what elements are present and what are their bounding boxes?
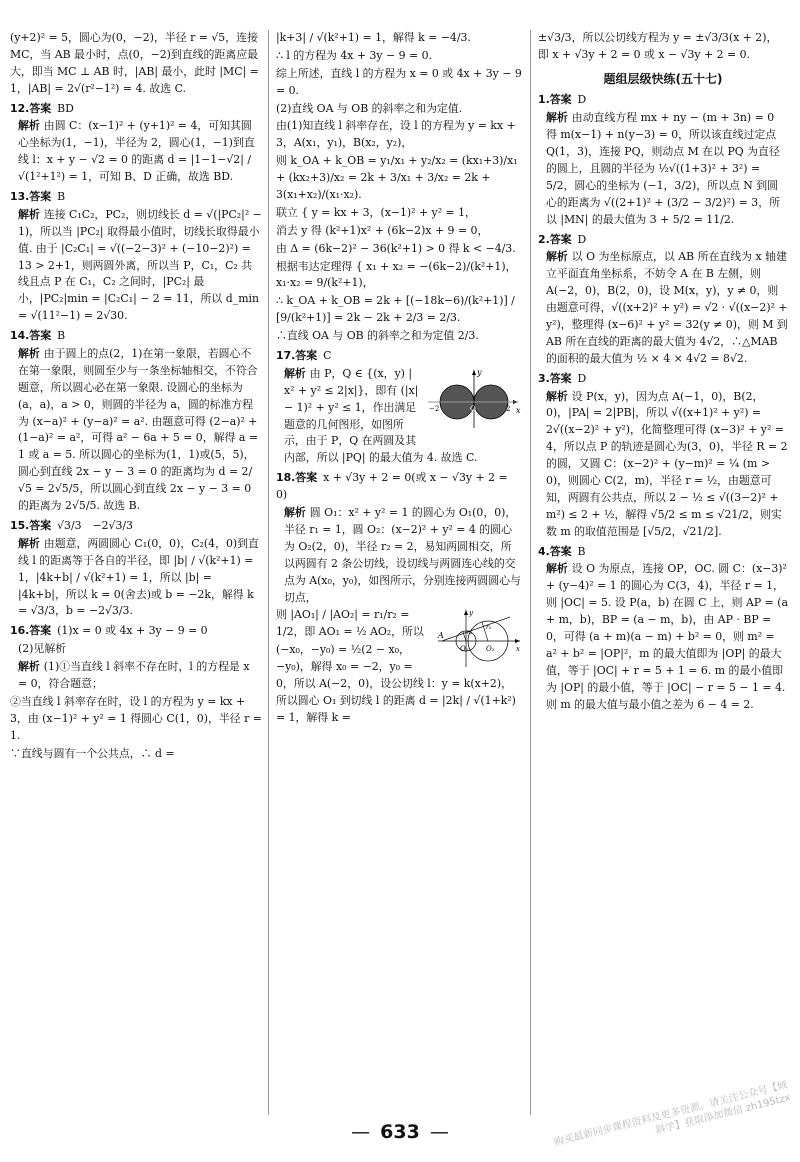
answer-tag: 答案: [549, 232, 572, 246]
question-number: 16.: [10, 624, 30, 638]
text-paragraph: (y+2)² = 5，圆心为(0，−2)，半径 r = √5，连接 MC，当 AB 最小时，点(0，−2)到直线的距离应最大，即当 MC ⊥ AB 时，|AB| 最小，此时 |MC| = 1，|AB| = 2√(r²−1²) = 4. 故选 C.: [10, 31, 259, 95]
answer-line: [538, 232, 788, 249]
radius1-label: r₁: [467, 629, 473, 637]
answer-line: [538, 371, 788, 388]
tangent-circles-figure: [436, 607, 522, 669]
analysis-paragraph: [538, 249, 788, 367]
answer-value: BD: [57, 101, 74, 115]
y-axis-label: y: [469, 609, 473, 618]
watermark-text: 购买最新同步课程资料及更多资源，请关注公众号【倾斜学】获取添加微信 zh195tzx: [553, 1079, 792, 1149]
analysis-text: 设 O 为原点，连接 OP，OC. 圆 C：(x−3)² + (y−4)² = 1 的圆心为 C(3，4)，半径 r = 1，则 |OC| = 5. 设 P(a，b) 在圆 C 上，则 AP = (a + m，b)，BP = (a − m，b)，由 AP · BP = 0，可得 (a + m)(a − m) + b² = 0，则 m² = a² + b² = |OP|²，m 的最大值即为 |OP| 的最大值，等于 |OC| + r = 5 + 1 = 6. m 的最小值即为 |OP| 的最小值，等于 |OC| − r = 5 − 1 = 4. 则 m 的最大值与最小值之差为 6 − 4 = 2.: [546, 562, 788, 711]
text-paragraph: 由(1)知直线 l 斜率存在，设 l 的方程为 y = kx + 3，A(x₁，y₁)，B(x₂，y₂)，: [276, 119, 516, 150]
question-number: 12.: [10, 101, 30, 115]
text-paragraph: 联立 { y = kx + 3，(x−1)² + y² = 1，: [276, 205, 476, 219]
answer-line: [538, 544, 788, 561]
analysis-tag: 解析: [18, 207, 40, 221]
question-number: 1.: [538, 93, 550, 107]
answer-line: [10, 189, 262, 206]
text-paragraph: (−x₀，−y₀) = ½(2 − x₀，−y₀)，解得 x₀ = −2，y₀ = 0，所以 A(−2，0)，设公切线 l：y = k(x+2)，所以圆心 O₁ 到切线 l 的距离 d = |2k| / √(1+k²) = 1，解得 k =: [276, 643, 516, 724]
answer-value: B: [57, 190, 66, 204]
paragraph-text: 则 |AO₁| / |AO₂| = r₁/r₂ = 1/2，即 AO₁ = ½ AO₂，所以: [276, 608, 424, 639]
column-3: [538, 30, 788, 1110]
analysis-paragraph: [10, 207, 262, 325]
answer-value: B: [577, 544, 586, 558]
answer-line: [10, 101, 262, 118]
analysis-paragraph: [10, 346, 262, 515]
origin-label: O: [470, 404, 476, 413]
x-axis-label: x: [516, 645, 520, 654]
answer-line: [10, 328, 262, 345]
analysis-tag: 解析: [284, 366, 306, 380]
answer-tag: 答案: [29, 518, 52, 532]
column-divider-2: [530, 30, 531, 1115]
answer-line: [276, 470, 522, 504]
analysis-paragraph: [538, 110, 788, 228]
analysis-tag: 解析: [284, 506, 306, 520]
analysis-paragraph: [276, 366, 522, 467]
answer-value: (1)x = 0 或 4x + 3y − 9 = 0: [57, 624, 208, 638]
analysis-text: 设 P(x，y)，因为点 A(−1，0)，B(2，0)，|PA| = 2|PB|，所以 √((x+1)² + y²) = 2√((x−2)² + y²)，化简整理可得 (x−3)² + y² = 4，所以点 P 的轨迹是圆心为(3，0)，半径 R = 2 的圆，又圆 C：(x−2)² + (y−m)² = ¼ (m > 0)，则圆心 C(2，m)，半径 r = ½，由题意可知，两圆有公共点，所以 2 − ½ ≤ √((3−2)² + m²) ≤ 2 + ½，解得 √5/2 ≤ m ≤ √21/2，则实数 m 的取值范围是 [√5/2，√21/2].: [546, 389, 788, 538]
text-paragraph: 则 k_OA + k_OB = y₁/x₁ + y₂/x₂ = (kx₁+3)/x₁ + (kx₂+3)/x₂ = 2k + 3/x₁ + 3/x₂ = 2k + 3(x₁+x₂)/(x₁·x₂).: [276, 154, 518, 202]
analysis-tag: 解析: [18, 119, 40, 133]
analysis-text: 由题意，两圆圆心 C₁(0，0)，C₂(4，0)到直线 l 的距离等于各自的半径，即 |b| / √(k²+1) = 1，|4k+b| / √(k²+1) = 1，所以 |b| = |4k+b|，所以 k = 0(舍去)或 b = −2k，解得 k = √3/3，b = −2√3/3.: [18, 536, 259, 618]
answer-tag: 答案: [295, 349, 318, 363]
answer-tag: 答案: [29, 329, 52, 343]
answer-value: C: [323, 349, 332, 363]
question-number: 3.: [538, 371, 550, 385]
answer-tag: 答案: [29, 101, 52, 115]
text-paragraph: (2)见解析: [18, 642, 67, 656]
x-axis-label: x: [516, 405, 521, 415]
answer-tag: 答案: [549, 371, 572, 385]
analysis-tag: 解析: [546, 562, 568, 576]
page-number-value: 633: [380, 1121, 420, 1143]
center-o2-label: O₂: [486, 645, 495, 654]
text-paragraph: 消去 y 得 (k²+1)x² + (6k−2)x + 9 = 0，: [276, 223, 489, 237]
text-paragraph: (2)直线 OA 与 OB 的斜率之和为定值.: [276, 101, 463, 115]
answer-line: [10, 623, 262, 640]
text-paragraph: ±√3/3，所以公切线方程为 y = ±√3/3(x + 2)，即 x + √3y + 2 = 0 或 x − √3y + 2 = 0.: [538, 31, 778, 61]
radius2-label: r₂: [486, 624, 492, 632]
text-paragraph: 综上所述，直线 l 的方程为 x = 0 或 4x + 3y − 9 = 0.: [276, 66, 522, 97]
analysis-text: 由动直线方程 mx + ny − (m + 3n) = 0 得 m(x−1) + n(y−3) = 0，所以该直线过定点 Q(1，3)，连接 PQ，则动点 M 在以 PQ 为直径的圆上，且圆的半径为 ½√((1+3)² + 3²) = 5/2，圆心的坐标为 (−1，3/2)，所以点 N 到圆心的距离为 √((2+1)² + (3/2 − 3/2)²) = 3，所以 |MN| 的最大值为 3 + 5/2 = 11/2.: [546, 111, 780, 226]
answer-tag: 答案: [549, 544, 572, 558]
text-paragraph: ∴ l 的方程为 4x + 3y − 9 = 0.: [276, 48, 432, 62]
answer-value: √3/3 −2√3/3: [57, 518, 133, 532]
question-number: 18.: [276, 471, 296, 485]
answer-tag: 答案: [295, 471, 318, 485]
answer-line: [538, 92, 788, 109]
tick-right: 2: [506, 404, 511, 413]
center-o1-label: O₁: [460, 645, 469, 654]
analysis-text: (1)①当直线 l 斜率不存在时，l 的方程是 x = 0，符合题意；: [18, 660, 250, 690]
column-divider-1: [268, 30, 269, 1115]
analysis-text: 以 O 为坐标原点，以 AB 所在直线为 x 轴建立平面直角坐标系，不妨令 A 在 B 左侧，则 A(−2，0)，B(2，0)，设 M(x，y)，y ≠ 0，则由题意可得，√((x+2)² + y²) = √2 · √((x−2)² + y²)，整理得 (x−6)² + y² = 32(y ≠ 0)，则 M 到 AB 所在直线的距离的最大值为 4√2，∴△MAB 的面积的最大值为 ½ × 4 × 4√2 = 8√2.: [546, 250, 788, 365]
column-2: [276, 30, 522, 1110]
analysis-text: 由于圆上的点(2，1)在第一象限，若圆心不在第一象限，则圆至少与一条坐标轴相交，不符合题意，所以圆心必在第一象限. 设圆心的坐标为(a，a)，a > 0，则圆的半径为 a，圆的标准方程为 (x−a)² + (y−a)² = a². 由题意可得 (2−a)² + (1−a)² = a²，可得 a² − 6a + 5 = 0，解得 a = 1 或 a = 5. 所以圆心的坐标为(1，1)或(5，5)，圆心到直线 2x − y − 3 = 0 的距离均为 d = 2/√5 = 2√5/5，所以圆心到直线 2x − y − 3 = 0 的距离为 2√5/5. 故选 B.: [18, 347, 258, 513]
answer-tag: 答案: [29, 624, 52, 638]
analysis-paragraph: [276, 505, 522, 606]
question-number: 13.: [10, 190, 30, 204]
analysis-tag: 解析: [18, 536, 40, 550]
text-paragraph: [276, 607, 522, 654]
text-paragraph: 由 Δ = (6k−2)² − 36(k²+1) > 0 得 k < −4/3.: [276, 241, 516, 255]
answer-tag: 答案: [29, 190, 52, 204]
text-paragraph: ∴直线 OA 与 OB 的斜率之和为定值 2/3.: [276, 329, 479, 343]
tick-left: −2: [429, 404, 440, 413]
answer-value: D: [577, 371, 587, 385]
question-number: 14.: [10, 329, 30, 343]
text-paragraph: |k+3| / √(k²+1) = 1，解得 k = −4/3.: [276, 31, 471, 44]
text-paragraph: ②当直线 l 斜率存在时，设 l 的方程为 y = kx + 3，由 (x−1)² + y² = 1 得圆心 C(1，0)，半径 r = 1.: [10, 694, 262, 742]
analysis-tag: 解析: [546, 111, 568, 125]
answer-value: D: [577, 232, 587, 246]
question-number: 17.: [276, 349, 296, 363]
answer-line: [10, 518, 262, 535]
analysis-paragraph: [538, 561, 788, 713]
question-number: 4.: [538, 544, 550, 558]
point-a-label: A: [438, 631, 444, 641]
analysis-tag: 解析: [546, 250, 568, 264]
answer-tag: 答案: [549, 93, 572, 107]
two-circles-figure: [426, 366, 522, 432]
question-number: 2.: [538, 232, 550, 246]
page-number: — 633 —: [351, 1121, 449, 1143]
section-title: 题组层级快练(五十七): [603, 71, 723, 86]
analysis-paragraph: [538, 389, 788, 541]
analysis-text: 圆 O₁：x² + y² = 1 的圆心为 O₁(0，0)，半径 r₁ = 1，圆 O₂：(x−2)² + y² = 4 的圆心为 O₂(2，0)，半径 r₂ = 2，易知两圆相交，所以两圆有 2 条公切线，设切线与两圆连心线的交点为 A(x₀，y₀)，如图所示，分别连接两圆圆心与切点，: [284, 506, 521, 604]
analysis-paragraph: [10, 659, 262, 693]
answer-value: B: [57, 329, 66, 343]
analysis-paragraph: [10, 118, 262, 186]
analysis-tag: 解析: [18, 660, 40, 674]
answer-line: [276, 348, 522, 365]
analysis-paragraph: [10, 536, 262, 620]
column-1: [10, 30, 262, 1110]
answer-value: x + √3y + 2 = 0(或 x − √3y + 2 = 0): [276, 471, 508, 502]
answer-value: D: [577, 93, 587, 107]
analysis-text: 由 P，Q ∈ {(x，y) | x² + y² ≤ 2|x|}，即有 (|x| − 1)² + y² ≤ 1，作出满足题意的几何图形，如图所示，由于 P，Q 在两圆及其内部，所以 |PQ| 的最大值为 4. 故选 C.: [284, 366, 478, 465]
analysis-text: 连接 C₁C₂，PC₂，则切线长 d = √(|PC₂|² − 1)，所以当 |PC₂| 取得最小值时，切线长取得最小值. 由于 |C₂C₁| = √((−2−3)² + (−10−2)²) = 13 > 2+1，则两圆外离，所以当 P，C₁，C₂ 共线且点 P 在 C₁，C₂ 之间时，|PC₂| 最小，|PC₂|min = |C₂C₁| − 2 = 11，所以 d_min = √(11²−1) = 2√30.: [18, 207, 262, 323]
analysis-tag: 解析: [18, 347, 40, 361]
analysis-tag: 解析: [546, 389, 568, 403]
text-paragraph: 根据韦达定理得 { x₁ + x₂ = −(6k−2)/(k²+1)，x₁·x₂ = 9/(k²+1)，: [276, 259, 517, 290]
text-paragraph: ∴ k_OA + k_OB = 2k + [(−18k−6)/(k²+1)] / [9/(k²+1)] = 2k − 2k + 2/3 = 2/3.: [276, 294, 515, 325]
text-paragraph: ∵直线与圆有一个公共点，∴ d =: [10, 746, 175, 760]
y-axis-label: y: [477, 367, 482, 377]
tangent-line: [442, 617, 510, 641]
analysis-text: 由圆 C：(x−1)² + (y+1)² = 4，可知其圆心坐标为(1，−1)，半径为 2，圆心(1，−1)到直线 l：x + y − √2 = 0 的距离 d = |1−1−√2| / √(1²+1²) = 1，可知 B、D 正确，故选 BD.: [18, 119, 255, 184]
question-number: 15.: [10, 518, 30, 532]
